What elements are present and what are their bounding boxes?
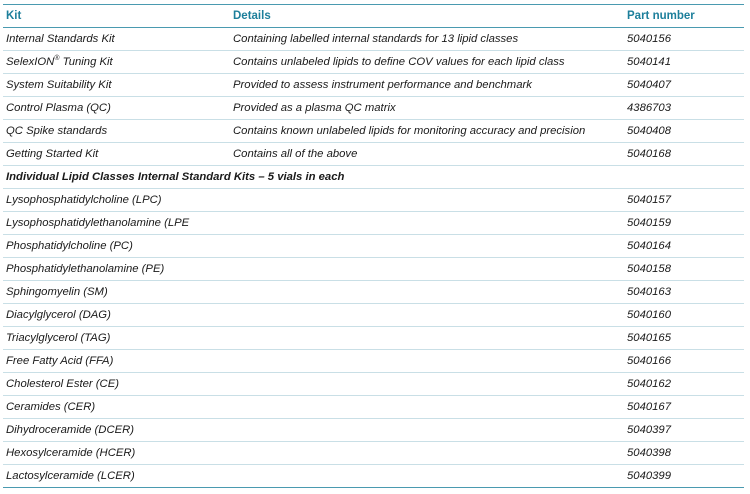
lipid-class-part-number: 5040167 (627, 401, 671, 413)
lipid-class-name: Triacylglycerol (TAG) (6, 332, 111, 344)
header-details: Details (233, 10, 271, 22)
registered-mark: ® (54, 55, 60, 63)
table-header-row (3, 5, 744, 28)
kit-part-number: 5040408 (627, 125, 671, 137)
lipid-class-name: Diacylglycerol (DAG) (6, 309, 111, 321)
kit-details: Containing labelled internal standards for 13 lipid classes (233, 33, 519, 45)
lipid-class-part-number: 5040162 (627, 378, 671, 390)
table-row (3, 74, 744, 97)
lipid-class-part-number: 5040160 (627, 309, 671, 321)
lipid-class-name: Sphingomyelin (SM) (6, 286, 108, 298)
kits-table (3, 4, 744, 488)
lipid-class-part-number: 5040399 (627, 470, 671, 482)
kit-details: Contains all of the above (233, 148, 358, 160)
kit-name (3, 51, 230, 74)
kit-name-post: Tuning Kit (59, 56, 113, 68)
lipid-class-name: Phosphatidylcholine (PC) (6, 240, 133, 252)
kit-part-number: 5040407 (627, 79, 671, 91)
lipid-class-part-number: 5040164 (627, 240, 671, 252)
lipid-class-details (230, 350, 624, 373)
lipid-class-part-number: 5040159 (627, 217, 671, 229)
kit-details: Provided to assess instrument performance and benchmark (233, 79, 532, 91)
lipid-class-part-number: 5040166 (627, 355, 671, 367)
lipid-class-part-number: 5040397 (627, 424, 671, 436)
table-row (3, 396, 744, 419)
lipid-class-name: Lysophosphatidylethanolamine (LPE (6, 217, 190, 229)
lipid-class-details (230, 465, 624, 488)
kit-details: Contains unlabeled lipids to define COV values for each lipid class (233, 56, 565, 68)
lipid-class-part-number: 5040157 (627, 194, 671, 206)
lipid-class-details (230, 327, 624, 350)
table-row (3, 373, 744, 396)
lipid-class-details (230, 304, 624, 327)
table-row (3, 189, 744, 212)
kit-details: Provided as a plasma QC matrix (233, 102, 396, 114)
lipid-class-details (230, 419, 624, 442)
lipid-class-name: Ceramides (CER) (6, 401, 96, 413)
lipid-class-details (230, 189, 624, 212)
kit-name: Control Plasma (QC) (6, 102, 111, 114)
lipid-class-details (230, 373, 624, 396)
kit-part-number: 4386703 (627, 102, 671, 114)
table-row (3, 465, 744, 488)
section-heading-row (3, 166, 744, 189)
lipid-class-details (230, 442, 624, 465)
header-part-number: Part number (627, 10, 695, 22)
table-row (3, 258, 744, 281)
kit-name: Getting Started Kit (6, 148, 99, 160)
lipid-class-details (230, 258, 624, 281)
kit-name-pre: SelexION (6, 56, 55, 68)
table-row (3, 442, 744, 465)
table-row (3, 143, 744, 166)
table-row (3, 327, 744, 350)
section-title: Individual Lipid Classes Internal Standard Kits – 5 vials in each (6, 171, 345, 183)
lipid-class-details (230, 396, 624, 419)
table-row (3, 28, 744, 51)
lipid-class-details (230, 281, 624, 304)
kit-name: Internal Standards Kit (6, 33, 115, 45)
table-row (3, 281, 744, 304)
table-row (3, 419, 744, 442)
lipid-class-name: Free Fatty Acid (FFA) (6, 355, 114, 367)
lipid-class-part-number: 5040158 (627, 263, 671, 275)
lipid-class-name: Lysophosphatidylcholine (LPC) (6, 194, 162, 206)
table-row (3, 235, 744, 258)
lipid-class-name: Phosphatidylethanolamine (PE) (6, 263, 165, 275)
kit-details: Contains known unlabeled lipids for monitoring accuracy and precision (233, 125, 586, 137)
kit-part-number: 5040156 (627, 33, 671, 45)
kit-part-number: 5040141 (627, 56, 671, 68)
lipid-class-name: Cholesterol Ester (CE) (6, 378, 120, 390)
lipid-class-part-number: 5040165 (627, 332, 671, 344)
lipid-class-part-number: 5040398 (627, 447, 671, 459)
table-row (3, 304, 744, 327)
lipid-class-details (230, 235, 624, 258)
kit-name: QC Spike standards (6, 125, 108, 137)
lipid-class-name: Lactosylceramide (LCER) (6, 470, 135, 482)
table-row (3, 350, 744, 373)
header-kit: Kit (6, 10, 22, 22)
table-row (3, 51, 744, 74)
kit-name: System Suitability Kit (6, 79, 112, 91)
lipid-class-name: Dihydroceramide (DCER) (6, 424, 135, 436)
lipid-class-name: Hexosylceramide (HCER) (6, 447, 136, 459)
table-row (3, 97, 744, 120)
table-row (3, 120, 744, 143)
table-row (3, 212, 744, 235)
lipid-class-details (230, 212, 624, 235)
kit-part-number: 5040168 (627, 148, 671, 160)
lipid-class-part-number: 5040163 (627, 286, 671, 298)
